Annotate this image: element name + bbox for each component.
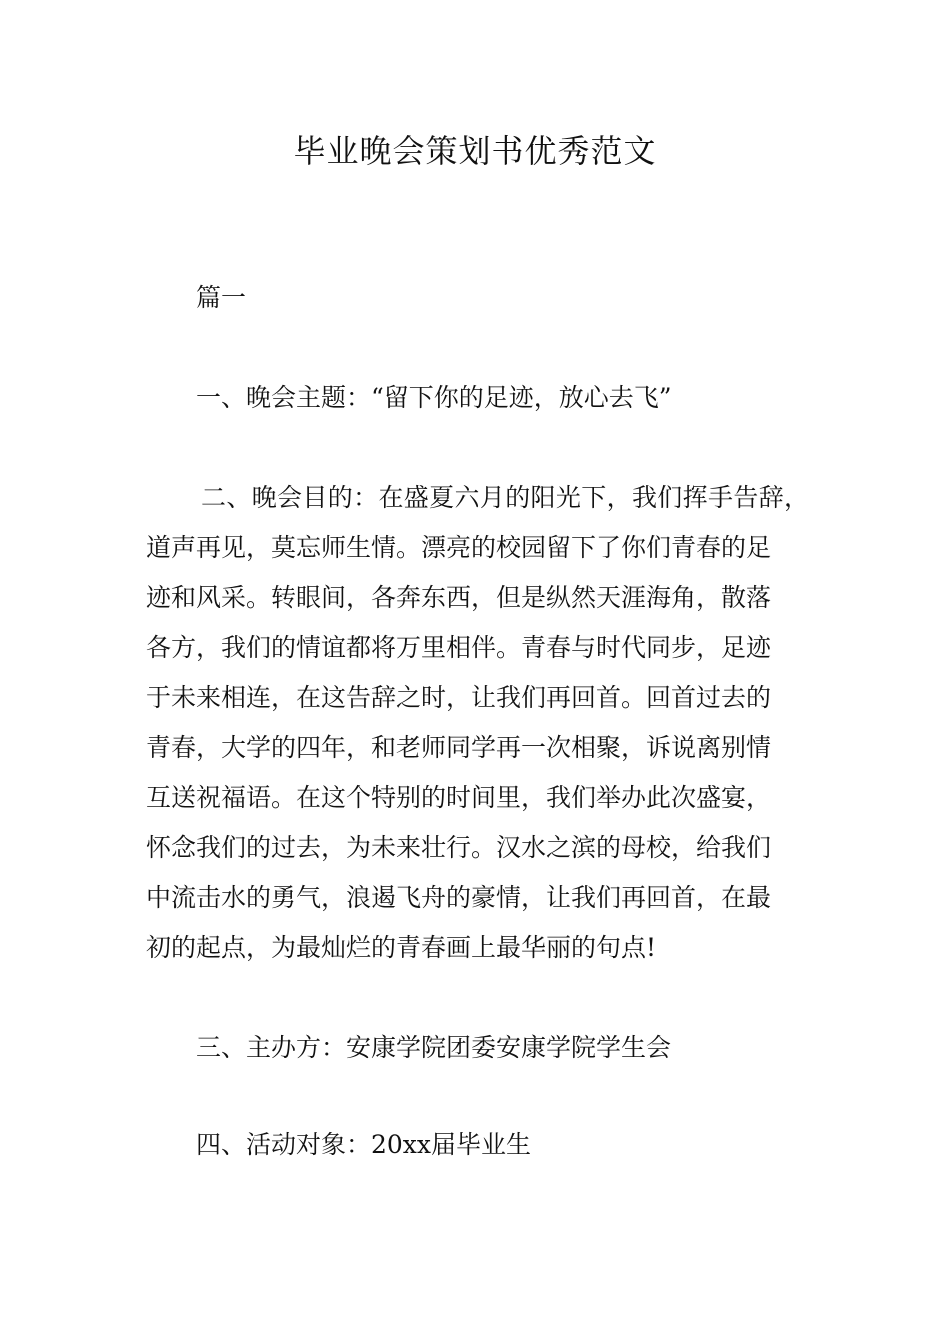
purpose-line: 青春，大学的四年，和老师同学再一次相聚，诉说离别情 xyxy=(146,733,772,762)
purpose-line: 迹和风采。转眼间，各奔东西，但是纵然天涯海角，散落 xyxy=(146,583,772,612)
item-theme: 一、晚会主题：“留下你的足迹，放心去飞” xyxy=(196,383,672,412)
purpose-line: 于未来相连，在这告辞之时，让我们再回首。回首过去的 xyxy=(146,683,772,712)
purpose-line: 中流击水的勇气，浪遏飞舟的豪情，让我们再回首，在最 xyxy=(146,883,772,912)
purpose-line: 二、晚会目的：在盛夏六月的阳光下，我们挥手告辞， xyxy=(201,483,810,512)
section-label: 篇一 xyxy=(196,283,247,312)
purpose-line: 各方，我们的情谊都将万里相伴。青春与时代同步，足迹 xyxy=(146,633,772,662)
item-purpose xyxy=(146,473,846,973)
item-organizer: 三、主办方：安康学院团委安康学院学生会 xyxy=(196,1033,672,1062)
purpose-line: 怀念我们的过去，为未来壮行。汉水之滨的母校，给我们 xyxy=(146,833,772,862)
document-title: 毕业晚会策划书优秀范文 xyxy=(293,132,657,170)
purpose-line: 互送祝福语。在这个特别的时间里，我们举办此次盛宴， xyxy=(146,783,772,812)
item-audience: 四、活动对象：20xx届毕业生 xyxy=(196,1130,532,1159)
purpose-line: 初的起点，为最灿烂的青春画上最华丽的句点! xyxy=(146,933,657,962)
purpose-line: 道声再见，莫忘师生情。漂亮的校园留下了你们青春的足 xyxy=(146,533,772,562)
